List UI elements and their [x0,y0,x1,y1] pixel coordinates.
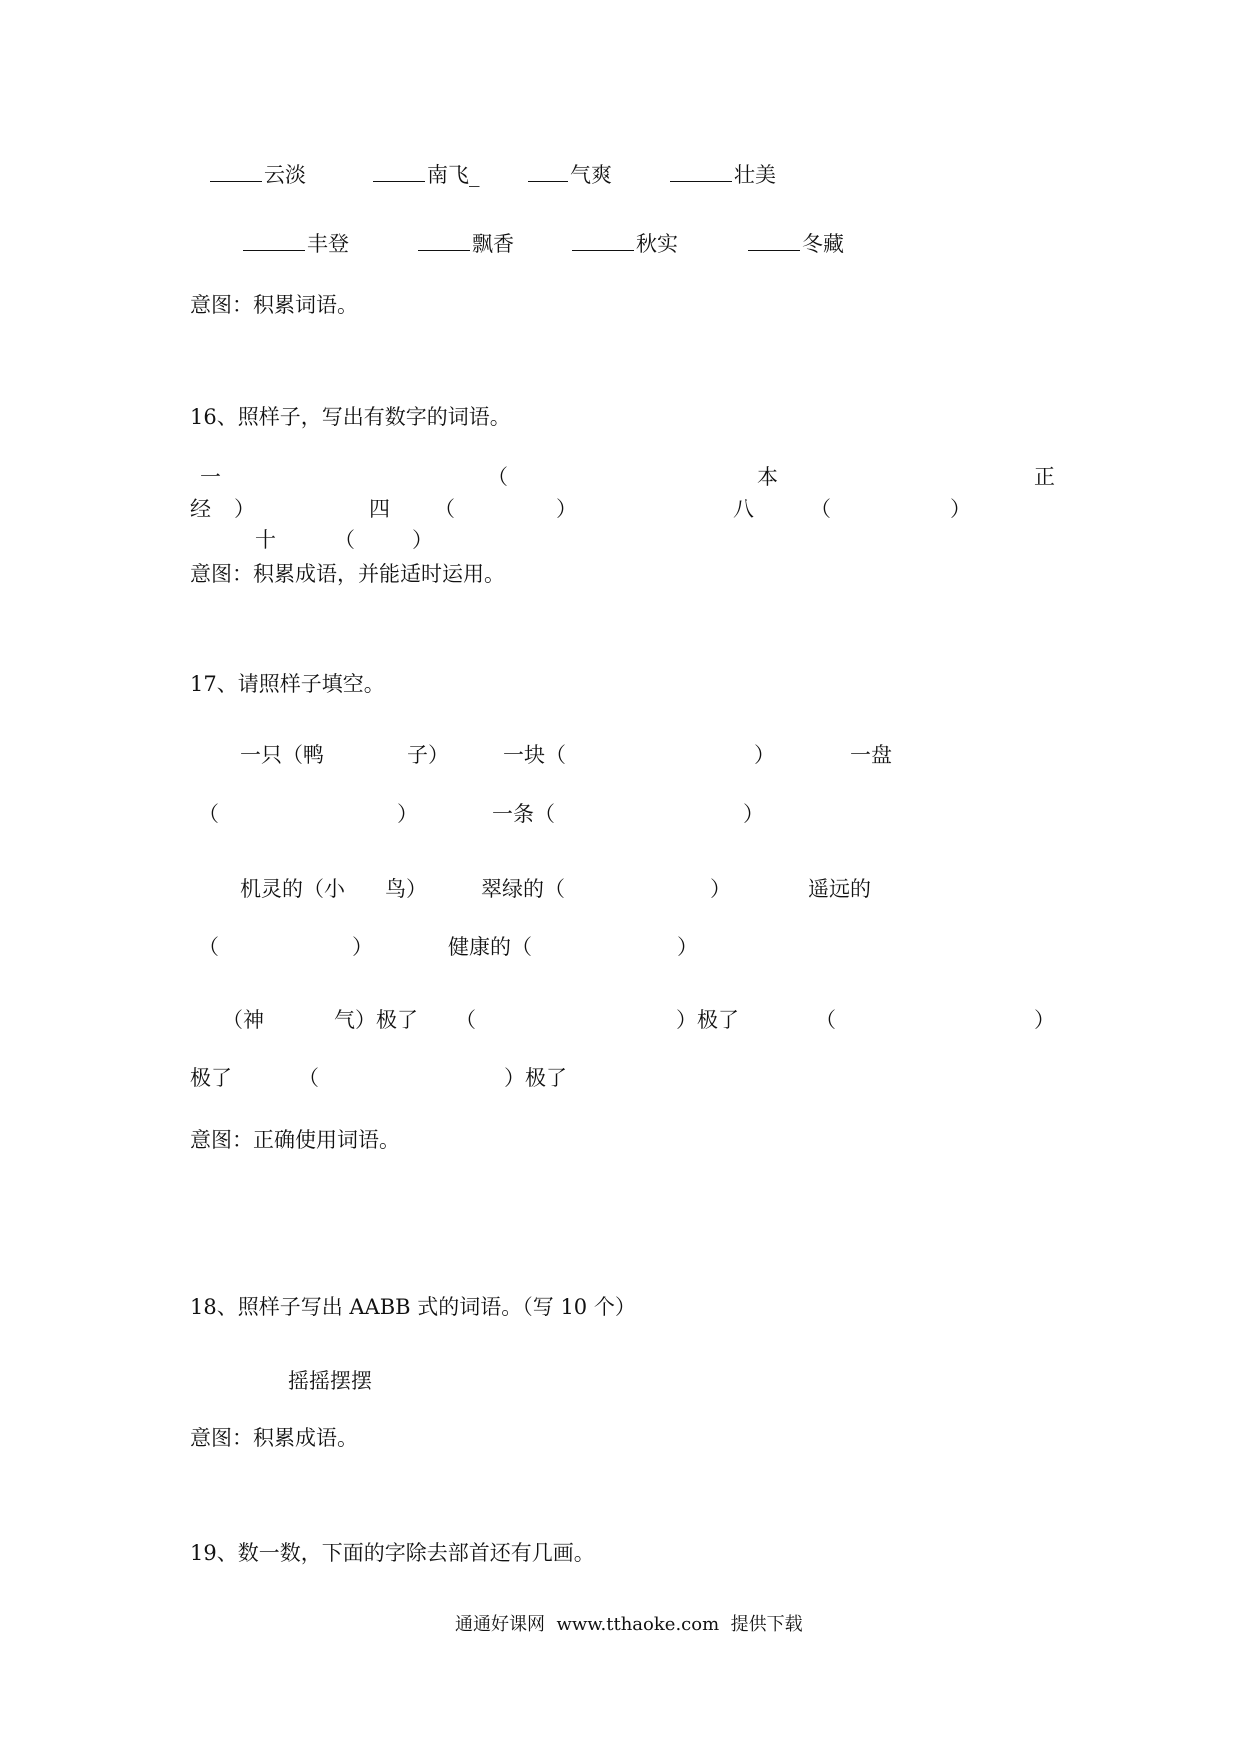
q16-word: 四 [369,497,390,521]
q16-word: 正 [1034,465,1055,489]
q17-intent: 意图：正确使用词语。 [190,1128,400,1152]
q16-word: 本 [757,465,778,489]
q17-paren: ） [710,877,731,901]
q17-paren: ） [1034,1008,1055,1032]
q17-word: 一盘 [850,743,892,767]
q16-title: 16、照样子，写出有数字的词语。 [190,405,511,429]
q16-word: 一 [200,465,221,489]
q17-word: 鸟） [385,877,427,901]
q16-paren: ） [950,497,971,521]
q16-word: 十 [255,528,276,552]
q17-word: 一只（鸭 [240,743,324,767]
q16-paren: （ [810,497,831,521]
q17-paren: （ [198,935,219,959]
blank-line[interactable] [670,163,732,182]
q15-item-6: 飘香 [418,232,514,255]
blank-line[interactable] [243,232,305,251]
q16-paren: （ [334,528,355,552]
q15-item-8: 冬藏 [748,232,844,255]
blank-line[interactable] [572,232,634,251]
q16-word: 八 [733,497,754,521]
q17-word: 子） [407,743,449,767]
q17-word: ）极了 [676,1008,739,1032]
q17-paren: ） [397,802,418,826]
q17-word: 气）极了 [334,1008,418,1032]
q16-word: 经 [190,497,211,521]
q17-word: 一块（ [503,743,566,767]
q19-title: 19、数一数，下面的字除去部首还有几画。 [190,1541,595,1565]
q15-item-2: 南飞_ [373,163,480,186]
q16-paren: ） [234,497,255,521]
q15-item-4: 壮美 [670,163,776,186]
q17-paren: （ [198,802,219,826]
q16-paren: （ [487,465,508,489]
q16-paren: （ [434,497,455,521]
q17-word: 遥远的 [808,877,871,901]
q18-example: 摇摇摆摆 [288,1369,372,1393]
q17-word: 翠绿的（ [481,877,565,901]
q18-title: 18、照样子写出 AABB 式的词语。（写 10 个） [190,1295,636,1319]
q15-item-7: 秋实 [572,232,678,255]
q17-word: ）极了 [504,1066,567,1090]
blank-line[interactable] [418,232,470,251]
q17-paren: ） [743,802,764,826]
blank-line[interactable] [210,163,262,182]
q17-paren: ） [677,935,698,959]
footer-download-note: 通通好课网 www.tthaoke.com 提供下载 [455,1614,803,1635]
blank-line[interactable] [528,163,568,182]
q17-paren: ） [754,743,775,767]
q15-item-5: 丰登 [243,232,349,255]
q16-paren: ） [412,528,433,552]
q18-intent: 意图：积累成语。 [190,1426,358,1450]
q17-word: 机灵的（小 [240,877,345,901]
q17-word: 极了 [190,1066,232,1090]
q17-title: 17、请照样子填空。 [190,672,385,696]
q16-intent: 意图：积累成语，并能适时运用。 [190,562,505,586]
q17-word: 健康的（ [448,935,532,959]
q16-paren: ） [556,497,577,521]
q15-item-3: 气爽 [528,163,612,186]
q17-word: （神 [222,1008,264,1032]
q17-paren: （ [455,1008,476,1032]
q17-paren: （ [298,1066,319,1090]
q17-paren: （ [815,1008,836,1032]
blank-line[interactable] [373,163,425,182]
q15-intent: 意图：积累词语。 [190,293,358,317]
q15-item-1: 云淡 [210,163,306,186]
blank-line[interactable] [748,232,800,251]
q17-paren: ） [352,935,373,959]
q17-word: 一条（ [492,802,555,826]
